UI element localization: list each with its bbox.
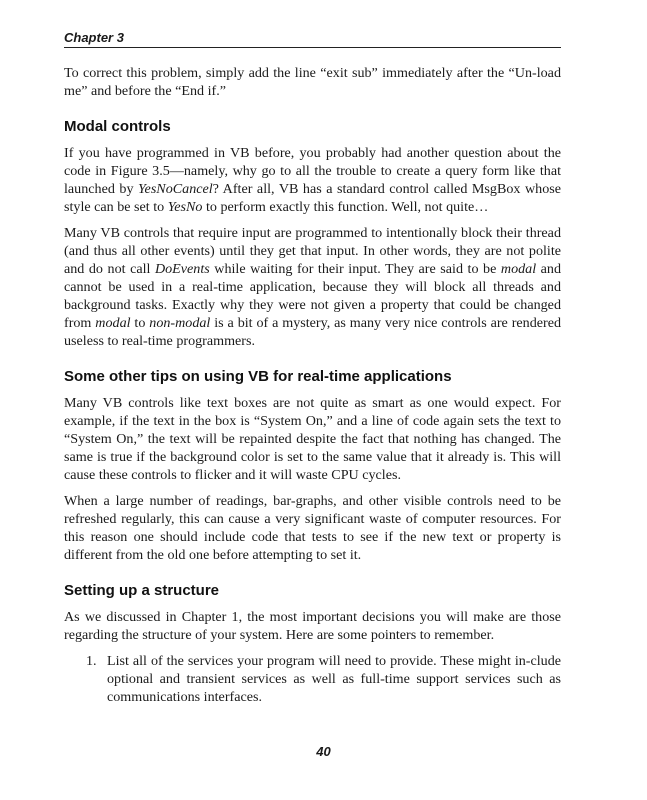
tips-paragraph-2: When a large number of readings, bar-graphs, and other visible controls need to be refreshed regularly, this can cause a very significant waste of computer resources. For this reason one should include code that tests to see if the new text or property is different from the old one before attempting to set it. [64, 493, 561, 563]
chapter-header [64, 30, 561, 48]
modal-paragraph-1: If you have programmed in VB before, you probably had another question about the code in Figure 3.5—namely, why go to all the trouble to create a query form like that launched by YesNoCancel? After all, VB has a standard control called MsgBox whose style can be set to YesNo to perform exactly this function. Well, not quite… [64, 145, 561, 215]
structure-paragraph-1: As we discussed in Chapter 1, the most important decisions you will make are those regarding the structure of your system. Here are some pointers to remember. [64, 609, 561, 643]
intro-paragraph: To correct this problem, simply add the line “exit sub” immediately after the “Un-load me” and before the “End if.” [64, 65, 561, 99]
tips-paragraph-1: Many VB controls like text boxes are not quite as smart as one would expect. For example, if the text in the box is “System On,” and a line of code again sets the text to “System On,” the text will be repainted despite the fact that nothing has changed. The same is true if the background color is set to the same value that it already is. This will cause these controls to flicker and it will waste CPU cycles. [64, 395, 561, 483]
list-item [64, 652, 561, 706]
chapter-title: Chapter 3 [64, 30, 124, 45]
modal-paragraph-2: Many VB controls that require input are programmed to intentionally block their thread (and thus all other events) until they get that input. In other words, they are not polite and do not call DoEvents while waiting for their input. They are said to be modal and cannot be used in a real-time application, because they will block all threads and background tasks. Exactly why they were not given a property that could be changed from modal to non-modal is a bit of a mystery, as many very nice controls are rendered useless to real-time programmers. [64, 225, 562, 349]
list-item-text: List all of the services your program will need to provide. These might in-clude optional and transient services as well as full-time support services such as communications interfaces. [107, 653, 561, 705]
list-item-number: 1. [86, 653, 97, 669]
page-number: 40 [316, 744, 331, 759]
structure-pointer-list [64, 652, 561, 706]
section-heading-structure: Setting up a structure [64, 582, 220, 599]
page-content [64, 64, 561, 706]
section-heading-tips: Some other tips on using VB for real-time applications [64, 368, 452, 385]
section-heading-modal: Modal controls [64, 118, 171, 135]
